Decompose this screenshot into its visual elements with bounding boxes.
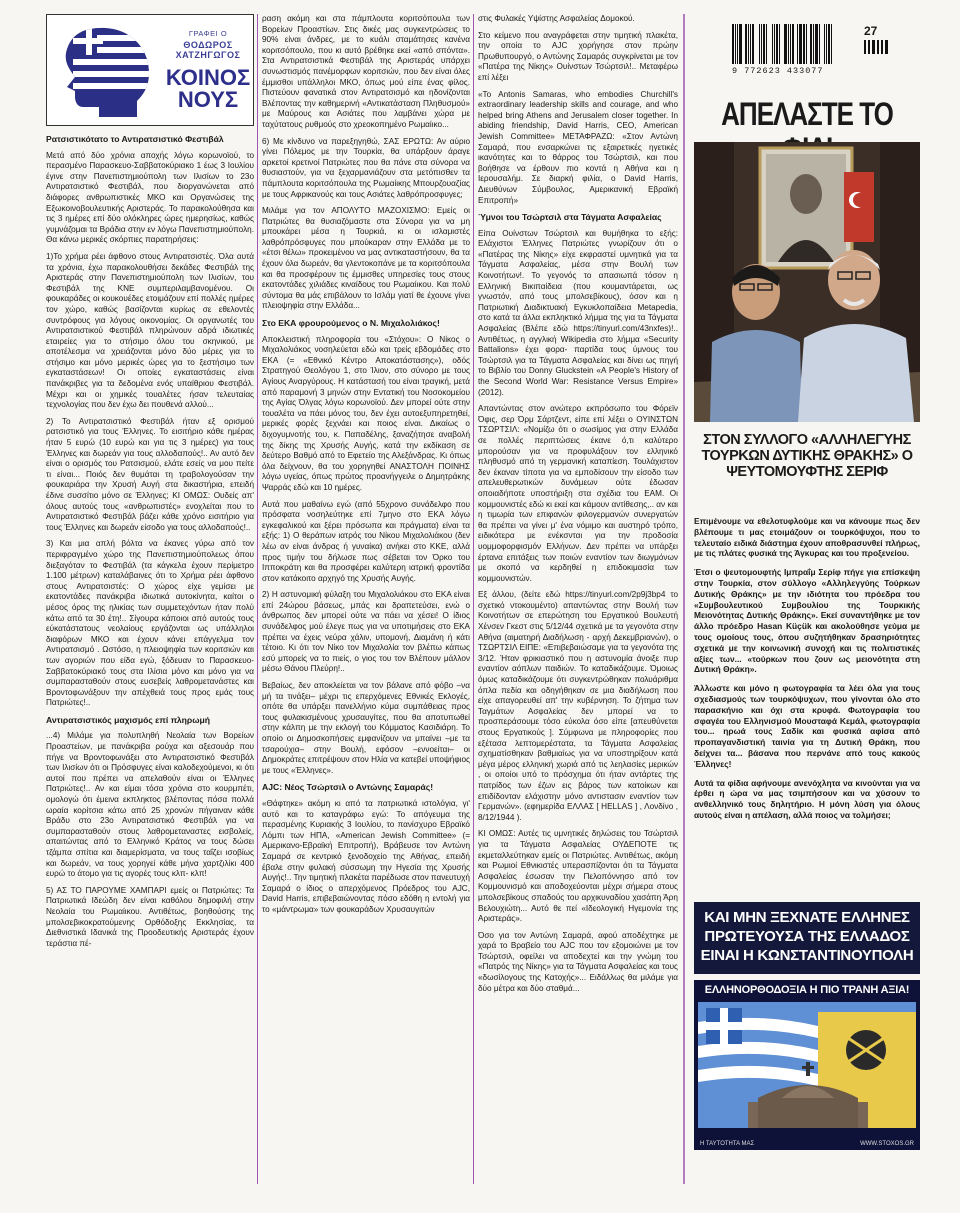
banner-orthodoxy <box>694 980 920 1150</box>
article-paragraph: Αποκλειστική πληροφορία του «Στόχου»: Ο Νίκος ο Μιχαλολιάκος νοσηλεύεται εδώ και τρείς εβδομάδες στο ΕΚΑ (= «Εθνικό Κέντρο Αποκατάστασης»), οδός Στρατηγού Θεολόγου 1, στο Ίλιον, στο σύνορο με τους Αγίους Αναργύρους. Η κατάστασή του είναι τραγική, μετά από παραμονή 3 μηνών στην Εντατική του Νοσοκομείου της Αγίας Όλγας λόγω κορωνοϊού. Δεν μπορεί ούτε στην τουαλέτα να πάει μόνος του, δεν έχει αυτοεξυπηρετηθεί, μερικές φορές ξεχνάει και ποιος είναι. Δικαίως ο διχογυμνοτής του, κ. Παπαδέλης, ξαναζήτησε αναβολή της δίκης της Χρυσής Αυγής, κατά την εκδίκαση σε δεύτερο Βαθμό από το Εφετείο της Αλεξάνδρας. Κι όπως όλα δείχνουν, θα του χορηγηθεί ΑΝΑΣΤΟΛΗ ΠΟΙΝΗΣ λόγω υγείας, όπως πρώτος προανήγγειλε ο Δημητράκης Ψαρράς εδώ και 10 ημέρες. <box>262 334 470 492</box>
article-paragraph: 2) Το Αντιρατσιστικό Φεστιβάλ ήταν εξ ορισμού ρατσιστικό για τους Έλληνες. Το εισιτήριο κάθε ημέρας ήταν 5 ευρώ (10 ευρώ και για τις 3 ημέρες) για τους Έλληνες και δωρεάν για τους αλλοδαπούς!.. Αν αυτό δεν είναι ο ορισμός του Ρατσισμού, ελάτε εσείς να μου πείτε τι είναι... Ποιός δεν θυμάται τη τραβολογούσαν την φουκαριάρα την Χρυσή Αυγή στα δικαστήρια, επειδή έδινε συσσίτιο μόνο σε Έλληνες; ΚΙ ΟΜΩΣ: Ουδείς απ' όλους αυτούς τους «ανθρωπιστές» ενοχλείται που το Αντιρατσιστικό Φεστιβάλ βάζει κάθε χρόνο εισιτήριο για τους Έλληνες και δωρεάν είσοδο για τους αλλοδαπούς!.. <box>46 416 254 532</box>
article-column-1 <box>46 14 254 1184</box>
article-paragraph: ΚΙ ΟΜΩΣ: Αυτές τις υμνητικές δηλώσεις του Τσώρτσιλ για τα Τάγματα Ασφαλείας ΟΥΔΕΠΟΤΕ τις εκμεταλλεύτηκαν εμείς οι Πατριώτες. Αντιθέτως, ακόμη και Ρωμιοί Εθνικιστές υπερασπίζονται ότι τα Τάγματα Ασφαλείας έσωσαν την Πελοπόννησο από τον Κομμουνισμό και αποδοχεύονται μέχρι σήμερα στους μπολσεβίκους σπαδούς του αρχικυναδίου χασάπη Άρη Βελουχιώτη... Αυτό θε πεί «Ιδεολογική Ηγεμονία της Αριστεράς». <box>478 829 678 924</box>
article-paragraph: ...4) Μιλάμε για πολυπληθή Νεολαία των Βορείων Προαστείων, με πανάκριβα ρούχα και αξεσουάρ που πήγε να Βροντοφωνάξει στο Αντιρατσιστικό Φεστιβάλ των Ιλισίων ότι οι Πρόσφυγες είναι καλοδεχούμενοι, κι ότι αυτοί που πρέπει να απελαθούν είναι οι Έλληνες Πατριώτες!.. Αν και είμαι τόσα χρόνια στο κουρμπέτι, ομολογώ ότι έμεινα εκπληκτος βλέποντας πόσα πολλά ωραία κορίτσια κάτω από 25 χρονών πήγαιναν κάθε Βράδυ στο 23ο Αντιρατσιστικό Φεστιβάλ για να συμπαρασταθούν στους λαθρομεταναστες εισβολείς, απαιτώντας από το Ελληνικό Κράτος να τους δώσει τζάμπα σπίτια και διαμερίσματα, να τους ταΐζει ισοβίως και δωρεάν, να τους χορηγεί κάθε μήνα χαρτζιλίκι 400 ευρώ το άτομο για τις αγορές τους κλπ- κλπ! <box>46 731 254 879</box>
sidebar-paragraph: Άλλωστε και μόνο η φωτογραφία τα λέει όλα για τους σχεδιασμούς των τουρκόψυχων, που γίνονται όλο στο παρασκήνιο και όχι στα κρυφά. Φωτογραφία του σφαγέα του Ελληνισμού Μουσταφά Κεμάλ, φωτογραφία του... ηρωά τους Σαδίκ και φυσικά αφίσα από προπαγανδιστική ταινία για τη Δυτική Θράκη, που δείχνει τα... βάσανα που περνάνε από τους κακούς Έλληνες! <box>694 683 920 769</box>
column-title-line-2: ΝΟΥΣ <box>177 86 239 112</box>
banner-line: ΕΙΝΑΙ Η ΚΩΝΣΤΑΝΤΙΝΟΥΠΟΛΗ <box>700 947 914 964</box>
article-paragraph: Εξ άλλου, (δείτε εδώ https://tinyurl.com/2p9j3bp4 το σχετικό ντοκουμέντο) απαντώντας στην Βουλή των Κοινοτήτων σε επερώτηση του Εργατικού Βουλευτή Χένσεν Γκεστ στις 5/12/44 σχετικά με τα γεγονότα στην Αθήνα (αιματηρή Διαδήλωση - αρχή Δεκεμβριανών), ο ΤΣΩΡΤΣΙΛ ΕΙΠΕ: «Επιβεβαιώσαμε για τα γεγονότα της 3/12. Ήταν φρικιαστικό που η αστυνομία άνοιξε πυρ εναντίον αόπλων παιδιών. Το καταδικάζουμε. Όμοιως όμως καταδικάζουμε ότι συγκεντρώθηκαν πολυάριθμα όπλα πεδία και οδηγήθηκαν σε μια διαδήλωση που είχε απαγορευθεί απ' την κυβέρνηση. Το ζήτημα των Ταγμάτων Ασφαλείας δεν μπορεί να το προσπεράσουμε τόσο εύκολα όσο είπε [απευθύνεται στους Εργατικούς ]. Σύμφωνα με πληροφορίες που εξέτασα λεπτομερέστατα, τα Τάγματα Ασφαλείας σχηματίσθηκαν βαθμιαίως για να υποστηρίξουν κατά μέγα μέρος ελληνική χωριά από τις λεηλασίες μερικών , οι οποίοι υπό το πρόσχημα ότι ήταν αντάρτες της πατρίδος των έζων εις βάρος των κατοίκων και επιδίδονταν ελάχιστην μόνο αντιστασιν εναντίον των Γερμανών». (εφημερίδα ΕΛΛΑΣ [ HELLAS ] , Λονδίνο , 8/12/1944 ). <box>478 590 678 822</box>
article-paragraph: «To Antonis Samaras, who embodies Churchill's extraordinary leadership skills and courage, and who helped bring Athens and Jerusalem closer together. In abiding friendship, David Harris, CEO, American Jewish Committee» ΜΕΤΑΦΡΑΖΩ: «Στον Αντώνη Σαμαρά, που ενσαρκώνει τις εξαιρετικές ηγετικές ικανότητες και το θάρρος του Τσώρτσιλ, και που βοήθησε να έρθουν πιο κοντά η Αθήνα και η Ιερουσαλήμ. Σε διαρκή φιλία, ο David Harris, Διευθύνων Σύμβουλος, Αμερικανική Εβραϊκή Επιτροπή» <box>478 89 678 205</box>
sidebar-subhead: ΣΤΟΝ ΣΥΛΛΟΓΟ «ΑΛΛΗΛΕΓΥΗΣ ΤΟΥΡΚΩΝ ΔΥΤΙΚΗΣ ΘΡΑΚΗΣ» Ο ΨΕΥΤΟΜΟΥΦΤΗΣ ΣΕΡΙΦ <box>701 432 913 480</box>
column-3-body <box>478 14 678 994</box>
column-divider <box>257 14 258 1184</box>
section-heading: Αντιρατσιστικός μαχισμός επί πληρωμή <box>46 714 210 725</box>
article-paragraph: 6) Με κίνδυνο να παρεξηγηθώ, ΣΑΣ ΕΡΩΤΩ: Αν αύριο γίνει Πόλεμος με την Τουρκία, θα υπάρξουν άραγε αρκετοί κρετινοί Πατριώτες που θα πάνε στα σύνορα να θυσιαστούν, για να ξεχαρμανιάζουν στα μετόπισθεν τα πάμπλουτα κοριτσόπουλα της Ρωμαίικης Μπουρζουαζίας με τους Αφρικανούς και τους Ασιάτες λαθρόπροσφυγες; <box>262 136 470 199</box>
greek-flag-church-illustration <box>698 1002 916 1128</box>
column-title-line-1: ΚΟΙΝΟΣ <box>165 64 251 90</box>
column-2-body <box>262 14 470 916</box>
article-title: Ρατσιστικότατο το Αντιρατσιστικό Φεστιβάλ <box>46 134 224 144</box>
banner-title: ΕΛΛΗΝΟΡΘΟΔΟΞΙΑ Η ΠΙΟ ΤΡΑΝΗ ΑΞΙΑ! <box>704 984 910 996</box>
head-silhouette-icon <box>53 21 157 119</box>
barcode-number: 9 772623 433077 <box>732 66 824 76</box>
photo-illustration <box>694 142 920 422</box>
author-credit <box>165 29 251 111</box>
article-photo <box>694 142 920 422</box>
column-1-body <box>46 151 254 950</box>
article-paragraph: Μιλάμε για τον ΑΠΟΛΥΤΟ ΜΑΖΟΧΙΣΜΟ: Εμείς οι Πατριώτες θα θυσιαζόμαστε στα Σύνορα για να μη μπουκάρει μέσα η Τουρκιά, κι οι ισλαμιστές λαθρόπρόσφυγες που μπούκαραν στην Ελλάδα με το «έτσι θέλω» προκειμένου να μας αντικαταστήσουν, θα τα έχουν όλα δωρεάν, θα γλεντοκοπάνε με τα κοριτσόπουλα και θα προσφέρουν τις έμμισθες υπηρεσίες τους στους εκατοντάδες χιλιάδες κιναίδους του Ρωμαίικου. Και πολύ σύντομα θα μάς επιβάλουν το Ισλάμ γιατί θε έχουνε γίνει πλειοψηφία στην Ελλάδα... <box>262 206 470 311</box>
article-paragraph: 1)Το χρήμα ρέει άφθονο στους Αντιρατσιστές. Όλα αυτά τα χρόνια, έχω παρακολουθήσει δεκάδες Φεστιβάλ της Αριστεράς στην Πανεπιστημιούπολη των Ιλισίων, του Φεστιβάλ της ΚΝΕ συμπεριλαμβανομένου. Οι φουκαράδες οι κουκουέδες ετοιμάζουν επί πολλές ημέρες τον χώρο, καθώς βασίζονται κυρίως σε εθελοντές συντρόφους για λόγους οικονομίας. Οι οργανωτές του Αντιρατσιστικού Φεστιβάλ πληρώνουν αδρά ιδιωτικές εταιρείες για το στήσιμο όλου του σκηνικού, με αποτέλεσμα να χρειάζονται μόνο δύο μέρες για το στήσιμο και μόνο μερικές ώρες για το ξεστήσιμο των εγκαταστάσεων! Οι οποίες εγκαταστάσεις είναι πανάκριβες για τα δεδομένα ενός υπαίθριου Φεστιβάλ. Μέχρι και οι χημικές τουαλέτες ήσαν τελευταίας τεχνολογίας που δεν έχω δει πουθενά αλλού... <box>46 251 254 410</box>
issue-info <box>732 20 922 80</box>
banner-line: ΚΑΙ ΜΗΝ ΞΕΧΝΑΤΕ ΕΛΛΗΝΕΣ <box>704 909 910 926</box>
banner-line: ΠΡΩΤΕΥΟΥΣΑ ΤΗΣ ΕΛΛΑΔΟΣ <box>704 928 910 945</box>
barcode-icon <box>732 24 850 64</box>
banner-footer-tagline: Η ΤΑΥΤΟΤΗΤΑ ΜΑΣ <box>700 1141 755 1147</box>
article-paragraph: Αυτά που μαθαίνω εγώ (από 55χρονο συνάδελφο που πρόσφατα νοσηλεύτηκε επί 7μηνο στο ΕΚΑ λόγω εγκεφαλικού και ξέρει πρόσωπα και πράγματα) είναι τα εξής: 1) Ο θεράπων ιατρός του Νίκου Μιχαλολιάκου (δεν λέω αν είναι άνδρας ή γυναίκα) ανήκει στο ΚΚΕ, αλλά προς τιμήν του δήλωσε πως σέβεται τον Όρκο του Ιπποκράτη και θα προσφέρει καλύτερη ιατρική φροντίδα στον κατάκοιτο αρχηγό της Χρυσής Αυγής. <box>262 499 470 583</box>
sidebar-divider <box>683 14 685 1184</box>
article-paragraph: 5) ΑΣ ΤΟ ΠΑΡΟΥΜΕ ΧΑΜΠΑΡΙ εμείς οι Πατριώτες: Τα Πατριωτικά Ιδεώδη δεν είναι καθόλου δημοφιλή στην Νεολαία του Ρωμαίικου. Αντιθέτως, βοηθούσης της μπολσεβικοκρατούμενης Ορθόδοξης Εκκλησίας, τα Διεθνιστικά Ιδανικά της Προοδευτικής Αριστεράς έχουν τεράστια πέ- <box>46 885 254 948</box>
article-paragraph: Είπα Ουίνστων Τσώρτσιλ και θυμήθηκα το εξής: Ελάχιστοι Έλληνες Πατριώτες γνωρίζουν ότι ο «Πατέρας της Νίκης» είχε εκφραστεί υμνητικά για τα Τάγματα Ασφαλείας, μέσα στην Βουλή των Κοινοτήτων!. Το γεγονός το απασιωπά τόσον η Ελληνική Βικιπαίδεια (που κουμαντάρεται, ως γνωστόν, από τους μπολσεβίκους), όσον και η Πατριωτική Διαδικτυακή Εγκυκλοπαίδεια Metapedia, στο κατά τα άλλα εκπληκτικό λήμμα της για τα Τάγματα Ασφαλείας (Βλέπε εδώ https://tinyurl.com/43nxfes)!.. Αντιθέτως, η αγγλική Wikipedia στο λήμμα «Security Battalions» έχει φορα- παρτίδα τους ύμνους του Τσώρτσιλ για τα Τάγματα Ασφαλείας και δίνει ως πηγή το Βιβλίο του Donny Gluckstein «A People's History of the Second World War: Resistance Versus Empire» (2012). <box>478 228 678 397</box>
column-divider <box>473 14 474 1184</box>
sidebar-body <box>694 516 920 829</box>
author-by-label: ΓΡΑΦΕΙ Ο <box>188 29 228 38</box>
article-paragraph: στις Φυλακές Υψίστης Ασφαλείας Δομοκού. <box>478 14 635 23</box>
section-heading: AJC: Νέος Τσώρτσιλ ο Αντώνης Σαμαράς! <box>262 782 434 793</box>
banner-constantinople <box>694 902 920 974</box>
article-paragraph: ραση ακόμη και στα πάμπλουτα κοριτσόπουλα των Βορείων Προαστίων. Στις δικές μας συγκεντρώσεις το 90% είναι άνδρες, με το κυάλι σταμάτησες κανένα κοριτσόπουλο, που κι αυτό βρέθηκε εκεί «από σπόντα». Στα Αντιρατσιστικά Φεστιβάλ της Αριστεράς υπάρχει συνωστισμός πανέμορφων κοριτσιών, που δεν είναι όλες έμμισθοι υπάλληλοι ΜΚΟ, όπως μού είπε ένας φίλος. Πιστεύουν φανατικά στον Αντιρατσισμό και ηδονίζονται Βλέποντας την καθημερινή «Αντικατάσταση Πληθυσμού» με Μαύρους και Ασιάτες που λαμβάνει χώρα με ταχύτατους ρυθμούς στο χρεοκοπημένο Ρωμαίικο... <box>262 14 470 129</box>
sidebar-paragraph: Αυτά τα φίδια αφήνουμε ανενόχλητα να κινούνται για να έρθει η ώρα να μας τσιμπήσουν και να χύσουν το ανθελληνικό τους δηλητήριο. Η μόνη λύση για όλους αυτούς είναι η απέλαση, αλλά ποιος να τολμήσει; <box>694 777 920 820</box>
banner-footer-url[interactable]: WWW.STOXOS.GR <box>860 1141 914 1147</box>
section-heading: Ύμνοι του Τσώρτσιλ στα Τάγματα Ασφαλείας <box>478 212 662 223</box>
author-header <box>46 14 254 126</box>
article-paragraph: «Θάφτηκε» ακόμη κι από τα πατριωτικά ιστολόγια, γι' αυτό και το καταγράφω εγώ: Το απόγευμα της περασμένης Κυριακής 3 Ιουλίου, το πανίσχυρο Εβραϊκό Λόμπι των ΗΠΑ, «American Jewish Committee» (= Αμερικανο-Εβραϊκή Επιτροπή), Βράβευσε τον Αντώνη Σαμαρά σε κεντρικό ξενοδοχείο της Αθήνας, επειδή έβαλε στην φυλακή σύσσωμη την Ηγεσία της Χρυσής Αυγής!.. Την τιμητική πλακέτα παρέδωσε στον πανευτυχή Σαμαρά ο ίδιος ο απερχόμενος Πρόεδρος του AJC, David Harris, επιβεβαιώνοντας πόσο εδόθη η εντολή για το «μάντρωμα» των φουκαράδων Χρυσαυγιτών <box>262 798 470 914</box>
sidebar <box>690 14 926 1184</box>
addon-barcode-icon <box>864 40 888 54</box>
article-column-2 <box>262 14 470 1184</box>
author-name: ΘΟΔΩΡΟΣ ΧΑΤΖΗΓΩΓΟΣ <box>175 39 241 61</box>
article-paragraph: Στο κείμενο που αναγράφεται στην τιμητική πλακέτα, την οποία το AJC χορήγησε στον πρώην Πρωθυπουργό, ο Αντώνης Σαμαράς συγκρίνεται με τον «Πατέρα της Νίκης» Ουίνστων Τσώρτσιλ!.. Μεταφέρω επί λέξει <box>478 30 678 82</box>
banner-footer <box>694 1141 920 1147</box>
section-heading: Στο ΕΚΑ φρουρούμενος ο Ν. Μιχαλολιάκος! <box>262 318 440 329</box>
article-paragraph: 3) Και μια απλή βόλτα να έκανες γύρω από τον περιφραγμένο χώρο της Πανεπιστημιούπολεως όπου διεξαγόταν το Φεστιβάλ (τα κάγκελα έχουν περίμετρο 1.100 μέτρων) καταλάβαινες ότι το Χρήμα ρέει άφθονο στους Αντιρατσιστές: Ο χώρος είχε γεμίσει με εκατοντάδες πανάκριβα ιδιωτικά αυτοκίνητα, καίτοι ο μέσος όρος της ηλικίας των συμμετεχόντων ήταν πολύ κάτω από τα 30 έτη!.. Σίγουρα κάποιοι από αυτούς τους εύκατάστατους νεολαίους εργάζονται ως υπάλληλοι διαφόρων ΜΚΟ και έχουν κάνει επάγγελμα τον Αντιρατσισμό . Ωστόσο, η πλειοψηφία των κοριτσιών και των αγοριών που είδα εγώ, ξόδευαν το Παρασκευο-Σαββατοκύριακό τους στα Ιλίσια μόνο και μόνο για να συμπαρασταθούν στους ευσεβείς λαθρομετανάστες και Βροντοφωνάξουν την απέχθειά τους προς εμάς τους Πατριώτες!.. <box>46 539 254 708</box>
article-paragraph: Βεβαίως, δεν αποκλείεται να τον βάλανε από φόβο –να μή τα τινάξει– μέχρι τις επερχόμενες Εθνικές Εκλογές, οπότε θα υπάρξει πανελλήνιο κύμα συμπάθειας προς τους φυλακισμένους χρυσαυγίτες, που θα αποτυπωθεί στην κάλπη με την εκλογή του Κόμματος Κασιδιάρη. Το οποίο οι Δημοσκοπήσεις εμφανίζουν να μπαίνει –με τα τσαρούχια– στην Βουλή, εφόσον –εννοείται– οι Δημοκράτες επιτρέψουν στον Ηλία να κατεβεί υποψήφιος με τους «Έλληνες». <box>262 681 470 775</box>
article-paragraph: Μετά από δύο χρόνια αποχής λόγω κορωνοϊού, το περασμένο Παρασκευο-Σαββατοκύριακο 1 έως 3 Ιουλίου έγινε στην Πανεπιστημιούπολη των Ιλισίων το 23ο Αντιρατσιστικό Φεστιβάλ, που διοργανώνεται από διάφορες ανθρωπιστικές ΜΚΟ και Οργανώσεις της Εξωκοινοβουλευτικής Αριστεράς. Το παρακολούθησα και τις 3 ημέρες επί δύο ολόκληρες ώρες ημερησίως, καθώς γυμνάζομαι τα Βράδια στην εν λόγω Πανεπιστημιούπολη. Θα κάνω μερικές σκόρπιες παρατηρήσεις: <box>46 150 254 245</box>
page-number: 27 <box>864 24 878 38</box>
article-column-3 <box>478 14 678 1184</box>
sidebar-paragraph: Έτσι ο ψευτομουφτής Ιμπραΐμ Σερίφ πήγε για επίσκεψη στην Τουρκία, στον σύλλογο «Αλληλεγγύης Τούρκων Δυτικής Θράκης» με την ιδιότητα του πρόεδρα του «Συμβουλευτικού Συμβουλίου της Τουρκικής Μειονότητας Δυτικής Θράκης». Εκεί συναντήθηκε με τον άλλο πρόεδρο Hasan Küçük και ακολούθησε γεύμα με τους ομοίους τους, όπου συζητήθηκαν δρασηριότητες σχετικά με την κοινωνική συνοχή και τις πολιτιστικές αξίες των... «τούρκων που ζουν ως μειονότητα στη Δυτική Θράκη». <box>694 567 920 675</box>
sidebar-paragraph: Επιμένουμε να εθελοτυφλούμε και να κάνουμε πως δεν βλέπουμε τι μας ετοιμάζουν οι τουρκόψυχοι, που το τελευταίο ειδικά διάστημα έχουν αποθρασυνθεί πλήρως, με τις πλάτες φυσικά της Άγκυρας και του προξενείου. <box>694 516 920 559</box>
banner-image <box>698 1002 916 1128</box>
article-paragraph: Απαντώντας στον ανώτερο εκπρόσωπο του Φόρεϊν Όφις, σερ Όρμ Σάρτζεντ, είπε επί λέξει ο ΟΥΙΝΣΤΩΝ ΤΣΩΡΤΣΙΛ: «Νομίζω ότι ο σωσίμος για στην Ελλάδα σε πολλές περιπτώσεις έκανε ό,τι καλύτερο μπορούσαν για να προφυλάξουν τον ελληνικό πληθυσμό από τη γερμανική καταπίεση. Τουλάχιστον δεν έκαναν τίποτα για να εμποδίσουν την είσοδο των απελευθερωτικών δυνάμεων ούτε έδωσαν οποιαδήποτε υποστήριξη στα σχέδια του ΕΑΜ. Οι κομμουνιστές εδώ κι εκεί και κάμουν αντίθεσης,.. αν και η τιμωρία των επιφανών φιλογερμανών συνεργατών θα πρέπει να γίνει μ' ένα νόμιμο και αυστηρό τρόπο, ειδικότερα με ενέκσνται για την προδοσία υομμοφορφισμόν Ελλήνων. Δεν πρέπει να υπάρξει έρτανα επιτάξεις των ποιών εναντίον των διωγμόνων με σκοπό να κερδηθεί η επιδοκιμασία των κομμουνιστών. <box>478 404 678 583</box>
sidebar-headline: ΑΠΕΛΑΣΤΕ ΤΟ <box>721 94 893 133</box>
article-paragraph: 2) Η αστυνομική φύλαξη του Μιχαλολιάκου στο ΕΚΑ είναι επί 24ώρου βάσεως, μπάς και δραπετεύσει, ενώ ο άνθρωπος δεν μπορεί ούτε να πάει να χέσει! Ο ίδιος συνάδελφος μού έλεγε πως για να υποτιμήσεις στο ΕΚΑ πρέπει να έχεις νεύρα χάλιν, υπομονή, Διαμάνη ή κάτι τέτοιο. Κι ότι τον Νίκο τον Μιχαλολία τον βλέπω κάπως εσύ μπορείς να το πιείς, ο γιος του τον Βλέπουν μάλλον μέσω Θάνου Πλεύρη!.. <box>262 590 470 674</box>
article-paragraph: Όσο για τον Αντώνη Σαμαρά, αφού αποδέχτηκε με χαρά το Βραβείο του AJC που τον εξομοιώνει με τον Τσώρτσιλ, οφείλει να αποδεχτεί και την γνώμη του «Πατρός της Νίκης» για τα Τάγματα Ασφαλείας και τους «δωσίλογους της Κατοχής»... Ειδάλλως θα μιλάμε για δύο μέτρα και δύο σταθμά... <box>478 930 678 993</box>
